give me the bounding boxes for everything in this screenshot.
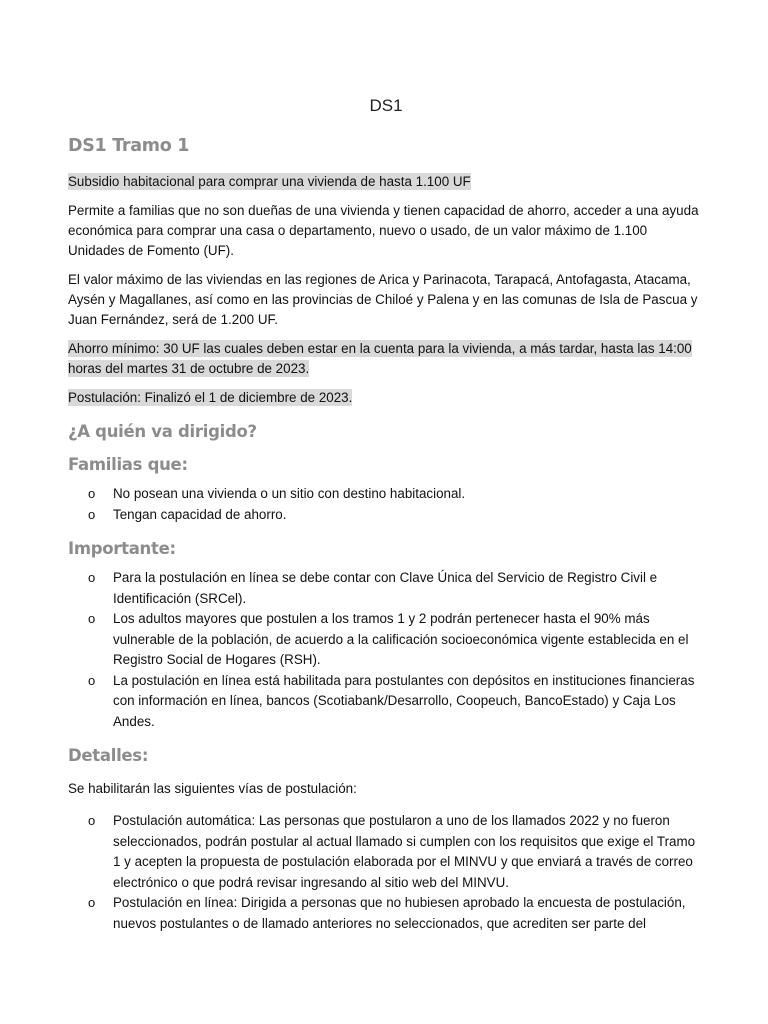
- ahorro-paragraph: [68, 339, 704, 379]
- detalles-list: [68, 811, 704, 934]
- regions-paragraph: El valor máximo de las viviendas en las regiones de Arica y Parinacota, Tarapacá, Antofagasta, Atacama, Aysén y Magallanes, así como en las provincias de Chiloé y Palena y en las comunas de Isla de Pascua y Juan Fernández, será de 1.200 UF.: [68, 272, 698, 327]
- detalles-intro: Se habilitarán las siguientes vías de postulación:: [68, 781, 357, 796]
- list-item: [68, 505, 704, 526]
- document-content: [68, 96, 704, 948]
- bullet-icon: o: [88, 672, 96, 688]
- list-item-text: Postulación en línea: Dirigida a personas que no hubiesen aprobado la encuesta de postulación, nuevos postulantes o de llamado anteriores no seleccionados, que acrediten ser parte del: [113, 895, 686, 931]
- heading-dirigido: ¿A quién va dirigido?: [68, 422, 257, 441]
- subsidy-line-text: Subsidio habitacional para comprar una vivienda de hasta 1.100 UF: [68, 174, 471, 189]
- list-item: [68, 484, 704, 505]
- list-item-text: No posean una vivienda o un sitio con destino habitacional.: [113, 486, 466, 501]
- bullet-icon: o: [88, 611, 96, 626]
- list-item: [68, 893, 704, 934]
- list-item: [68, 568, 704, 609]
- list-item-text: Tengan capacidad de ahorro.: [113, 506, 287, 522]
- postulacion-paragraph: [68, 388, 704, 408]
- list-item: [68, 671, 704, 733]
- list-item-text: Los adultos mayores que postulen a los tramos 1 y 2 podrán pertenecer hasta el 90% más vulnerable de la población, de acuerdo a la calificación socioeconómica vigente establecida en el Registro Social de Hogares (RSH).: [113, 611, 689, 667]
- bullet-icon: o: [88, 486, 96, 501]
- bullet-icon: o: [88, 813, 96, 828]
- intro-paragraph: Permite a familias que no son dueñas de una vivienda y tienen capacidad de ahorro, acceder a una ayuda económica para comprar una casa o departamento, nuevo o usado, de un valor máximo de 1.100 Unidades de Fomento (UF).: [68, 203, 699, 258]
- bullet-icon: o: [88, 506, 96, 522]
- familias-list: [68, 484, 704, 525]
- list-item: [68, 609, 704, 671]
- list-item-text: Postulación automática: Las personas que postularon a uno de los llamados 2022 y no fueron seleccionados, podrán postular al actual llamado si cumplen con los requisitos que exige el Tramo 1 y acepten la propuesta de postulación elaborada por el MINVU y que enviará a través de correo electrónico o que podrá revisar ingresando al sitio web del MINVU.: [113, 813, 696, 890]
- heading-importante: Importante:: [68, 539, 176, 558]
- heading-tramo: DS1 Tramo 1: [68, 136, 190, 156]
- bullet-icon: o: [88, 895, 96, 910]
- document-title: DS1: [369, 96, 403, 115]
- subsidy-line: [68, 172, 704, 192]
- ahorro-paragraph-text: Ahorro mínimo: 30 UF las cuales deben estar en la cuenta para la vivienda, a más tardar, hasta las 14:00 horas del martes 31 de octubre de 2023.: [68, 341, 692, 376]
- list-item: [68, 811, 704, 893]
- heading-detalles: Detalles:: [68, 746, 149, 765]
- importante-list: [68, 568, 704, 732]
- bullet-icon: o: [88, 570, 96, 585]
- heading-familias: Familias que:: [68, 455, 188, 474]
- list-item-text: La postulación en línea está habilitada para postulantes con depósitos en instituciones financieras con información en línea, bancos (Scotiabank/Desarrollo, Coopeuch, BancoEstado) y Caja Los Andes.: [113, 672, 695, 729]
- postulacion-paragraph-text: Postulación: Finalizó el 1 de diciembre de 2023.: [68, 390, 353, 405]
- list-item-text: Para la postulación en línea se debe contar con Clave Única del Servicio de Registro Civil e Identificación (SRCel).: [113, 570, 658, 606]
